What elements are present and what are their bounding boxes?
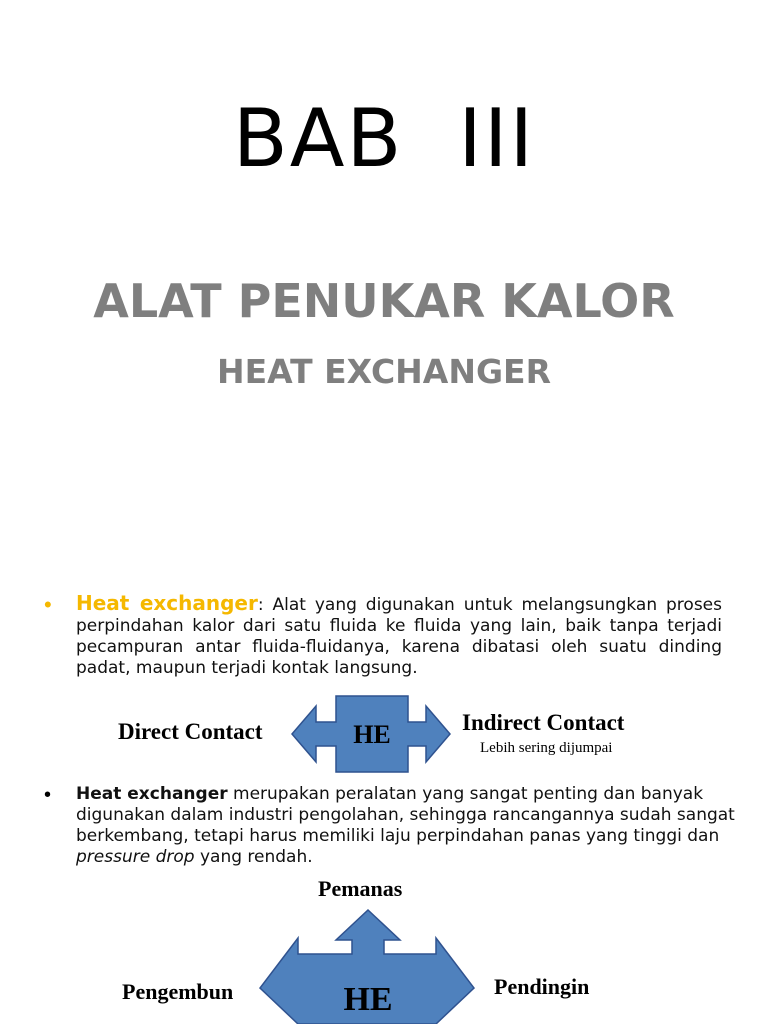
term-heat-exchanger: Heat exchanger bbox=[76, 784, 228, 804]
paragraph-text: yang rendah. bbox=[194, 847, 313, 867]
italic-term: pressure drop bbox=[76, 847, 195, 867]
indirect-contact-label: Indirect Contact bbox=[462, 710, 625, 735]
pendingin-label: Pendingin bbox=[494, 974, 590, 999]
term-heat-exchanger: Heat exchanger bbox=[76, 591, 258, 615]
pemanas-label: Pemanas bbox=[318, 876, 403, 901]
definition-paragraph bbox=[76, 593, 722, 679]
indirect-note: Lebih sering dijumpai bbox=[480, 740, 613, 756]
paragraph-text: merupakan peralatan yang sangat penting dan banyak digunakan dalam industri pengolahan, sehingga rancangannya sudah sangat berkembang, tetapi harus memiliki laju perpindahan panas yang tinggi dan bbox=[76, 784, 735, 846]
chapter-title: BAB III bbox=[232, 92, 536, 185]
importance-paragraph bbox=[76, 784, 736, 868]
he-label: HE bbox=[353, 720, 391, 749]
sub-heading: HEAT EXCHANGER bbox=[217, 352, 551, 391]
main-heading: ALAT PENUKAR KALOR bbox=[93, 274, 675, 328]
bullet-marker: • bbox=[44, 784, 52, 806]
definition-text: : Alat yang digunakan untuk melangsungkan proses perpindahan kalor dari satu fluida ke fluida yang lain, baik tanpa terjadi pecampuran antar fluida-fluidanya, karena dibatasi oleh suatu dinding padat, maupun terjadi kontak langsung. bbox=[76, 595, 723, 678]
direct-contact-label: Direct Contact bbox=[118, 719, 263, 744]
bullet-marker: • bbox=[44, 592, 52, 617]
he-label: HE bbox=[343, 981, 393, 1018]
he-multi-arrow-diagram bbox=[258, 908, 478, 1024]
he-double-arrow-diagram bbox=[290, 692, 452, 776]
pengembun-label: Pengembun bbox=[122, 979, 234, 1004]
